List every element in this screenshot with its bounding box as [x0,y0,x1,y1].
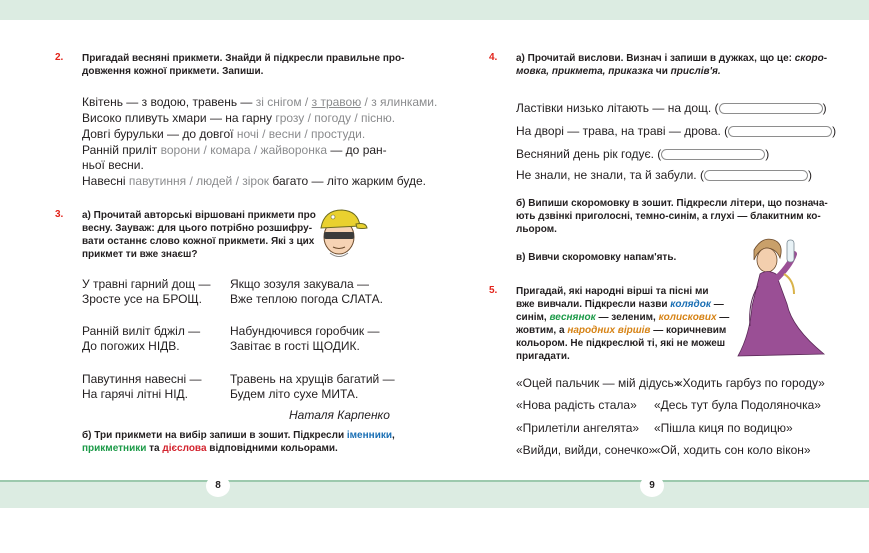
sign-line: Високо пливуть хмари — на гарну грозу / погоду / пісню. [82,111,396,125]
poem-line: Набундючився горобчик — [230,324,380,338]
poem-line: Вже теплою погода СЛАТА. [230,292,383,306]
sign-line: Квітень — з водою, травень — зі снігом / з травою / з ялинками. [82,95,438,109]
saying-line: На дворі — трава, на траві — дрова. ( ) [516,124,837,138]
sign-line: Ранній приліт ворони / комара / жайворонка — до ран- [82,143,387,157]
song-title: «Ходить гарбуз по городу» [676,376,825,390]
task-number: 5. [489,285,498,296]
page-number-left: 8 [206,475,230,497]
poem-line: Зросте усе на БРОЩ. [82,292,203,306]
saying-line: Не знали, не знали, та й забули. ( ) [516,168,812,182]
task-number: 3. [55,209,64,220]
sign-line: Навесні павутиння / людей / зірок багато — літо жарким буде. [82,174,427,188]
song-title: «Прилетіли ангелята» [516,421,640,435]
poem-line: Завітає в гості ЩОДИК. [230,339,360,353]
saying-line: Весняний день рік годує. ( ) [516,147,770,161]
task-number: 4. [489,52,498,63]
task-instruction: в) Вивчи скоромовку напам'ять. [516,252,677,263]
song-title: «Пішла киця по водицю» [654,421,793,435]
bottom-band [0,482,869,508]
answer-field[interactable] [719,103,823,114]
answer-field[interactable] [728,126,832,137]
song-title: «Оцей пальчик — мій дідусь» [516,376,681,390]
song-title: «Ой, ходить сон коло вікон» [654,443,811,457]
answer-field[interactable] [661,149,765,160]
boy-cap-illustration [312,204,368,262]
answer-field[interactable] [704,170,808,181]
poem-line: Будем літо сухе МИТА. [230,387,359,401]
task-instruction: а) Прочитай авторські віршовані прикмети про весну. Зауваж: для цього потрібно розшифру- вати останнє слово кожної прикмети. Які з цих прикмет ти вже знаєш? [82,210,316,260]
poem-line: До погожих НІДВ. [82,339,180,353]
sign-line: ньої весни. [82,158,144,172]
poem-author: Наталя Карпенко [289,408,390,422]
song-title: «Десь тут була Подоляночка» [654,398,821,412]
top-band [0,0,869,20]
task-instruction: Пригадай, які народні вірші та пісні ми вже вивчали. Підкресли назви колядок — синім, веснянок — зеленим, колискових — жовтим, а народних віршів — коричневим кольором. Не підкреслюй ті, які не можеш пригадати. [516,286,730,362]
task-instruction: б) Випиши скоромовку в зошит. Підкресли літери, що познача- ють дзвінкі приголосні, темно-синім, а глухі — блакитним ко- льором. [516,198,828,235]
poem-line: Ранній виліт бджіл — [82,324,201,338]
poem-line: У травні гарний дощ — [82,277,211,291]
task-number: 2. [55,52,64,63]
poem-line: Травень на хрущів багатий — [230,372,395,386]
poem-line: Якщо зозуля закувала — [230,277,369,291]
task-instruction: б) Три прикмети на вибір запиши в зошит. Підкресли іменники, прикметники та дієслова відповідними кольорами. [82,430,395,454]
woman-flask-illustration [732,236,828,360]
poem-line: На гарячі літні НІД. [82,387,189,401]
song-title: «Нова радість стала» [516,398,637,412]
saying-line: Ластівки низько літають — на дощ. ( ) [516,101,827,115]
task-instruction: а) Прочитай вислови. Визнач і запиши в дужках, що це: скоро- мовка, прикмета, приказка чи прислів'я. [516,53,828,77]
task-instruction: Пригадай весняні прикмети. Знайди й підкресли правильне про- довження кожної прикмети. Запиши. [82,53,405,77]
poem-line: Павутиння навесні — [82,372,202,386]
sign-line: Довгі бурульки — до довгої ночі / весни / простуди. [82,127,366,141]
page-number-right: 9 [640,475,664,497]
song-title: «Вийди, вийди, сонечко» [516,443,656,457]
